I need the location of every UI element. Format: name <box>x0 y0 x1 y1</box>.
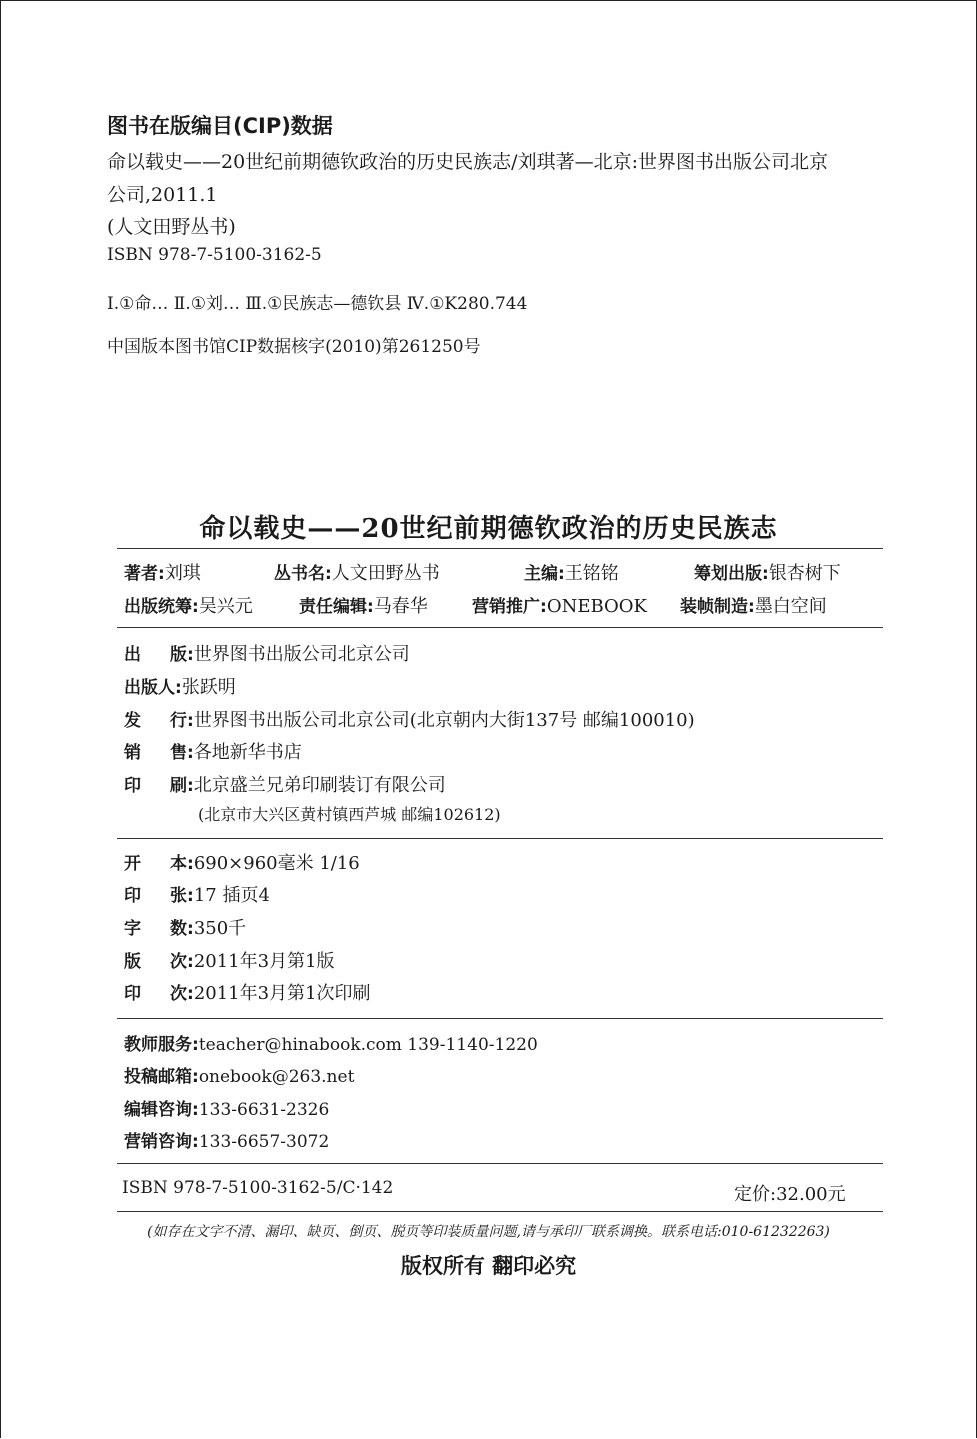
planning-label: 筹划出版: <box>694 564 769 584</box>
submission-email-value: onebook@263.net <box>198 1067 355 1087</box>
sales-value: 各地新华书店 <box>193 742 302 763</box>
cip-series-line: (人文田野丛书) <box>107 216 236 238</box>
edition-value: 2011年3月第1版 <box>193 951 335 972</box>
impression-value: 2011年3月第1次印刷 <box>193 983 371 1004</box>
distribution-line: 发 行:世界图书出版公司北京公司(北京朝内大街137号 邮编100010) <box>124 710 695 731</box>
marketing-consult: 营销咨询:133-6657-3072 <box>124 1132 330 1152</box>
author-value: 刘琪 <box>164 563 201 584</box>
publisher-value: 世界图书出版公司北京公司 <box>193 644 410 665</box>
price: 定价:32.00元 <box>734 1184 846 1205</box>
editorial-consult: 编辑咨询:133-6631-2326 <box>124 1100 330 1120</box>
isbn-full: ISBN 978-7-5100-3162-5/C·142 <box>122 1178 394 1198</box>
planning-value: 银杏树下 <box>768 563 841 584</box>
sheets-line: 印 张:17 插页4 <box>124 885 270 906</box>
book-title: 命以载史——20世纪前期德钦政治的历史民族志 <box>199 514 778 544</box>
series-value: 人文田野丛书 <box>331 563 440 584</box>
marketing-label: 营销推广: <box>472 597 547 617</box>
editorial-consult-value: 133-6631-2326 <box>198 1100 330 1120</box>
publisher-person-value: 张跃明 <box>181 677 236 698</box>
teacher-service: 教师服务:teacher@hinabook.com 139-1140-1220 <box>124 1035 538 1055</box>
editor-in-chief-value: 王铭铭 <box>564 563 619 584</box>
edition-line: 版 次:2011年3月第1版 <box>124 951 335 972</box>
distribution-value: 世界图书出版公司北京公司(北京朝内大街137号 邮编100010) <box>193 710 695 731</box>
cip-title-line: 命以载史——20世纪前期德钦政治的历史民族志/刘琪著—北京:世界图书出版公司北京 <box>107 151 828 173</box>
impression-line: 印 次:2011年3月第1次印刷 <box>124 983 371 1004</box>
quality-notice: (如存在文字不清、漏印、缺页、倒页、脱页等印装质量问题,请与承印厂联系调换。联系电话:010-61232263) <box>147 1224 830 1240</box>
words-line: 字 数:350千 <box>124 918 247 939</box>
cip-heading: 图书在版编目(CIP)数据 <box>107 114 333 138</box>
printing-value: 北京盛兰兄弟印刷装订有限公司 <box>193 775 446 796</box>
teacher-service-value: teacher@hinabook.com 139-1140-1220 <box>198 1035 538 1055</box>
cip-isbn: ISBN 978-7-5100-3162-5 <box>107 245 322 265</box>
printing-address: (北京市大兴区黄村镇西芦城 邮编102612) <box>198 805 501 824</box>
divider <box>117 1018 883 1019</box>
marketing-value: ONEBOOK <box>546 596 647 617</box>
printing-line: 印 刷:北京盛兰兄弟印刷装订有限公司 <box>124 775 446 796</box>
author-label: 著者: <box>124 564 165 584</box>
cip-number: 中国版本图书馆CIP数据核字(2010)第261250号 <box>107 337 481 357</box>
series-label: 丛书名: <box>274 564 332 584</box>
sales-line: 销 售:各地新华书店 <box>124 742 302 763</box>
coordinator-label: 出版统筹: <box>124 597 199 617</box>
marketing-consult-value: 133-6657-3072 <box>198 1132 330 1152</box>
words-value: 350千 <box>193 918 247 939</box>
responsible-editor-value: 马春华 <box>373 596 428 617</box>
design-value: 墨白空间 <box>754 596 827 617</box>
editor-in-chief-label: 主编: <box>524 564 565 584</box>
cip-classification: Ⅰ.①命… Ⅱ.①刘… Ⅲ.①民族志—德钦县 Ⅳ.①K280.744 <box>107 294 528 314</box>
copyright-notice: 版权所有 翻印必究 <box>400 1254 577 1278</box>
format-value: 690×960毫米 1/16 <box>193 853 360 874</box>
coordinator-value: 吴兴元 <box>198 596 253 617</box>
divider <box>117 1163 883 1164</box>
divider <box>117 1211 883 1212</box>
design-label: 装帧制造: <box>680 597 755 617</box>
cip-publisher-line: 公司,2011.1 <box>107 184 218 206</box>
divider <box>117 838 883 839</box>
publisher-line: 出 版:世界图书出版公司北京公司 <box>124 644 410 665</box>
divider <box>117 627 883 628</box>
responsible-editor-label: 责任编辑: <box>299 597 374 617</box>
format-line: 开 本:690×960毫米 1/16 <box>124 853 360 874</box>
submission-email: 投稿邮箱:onebook@263.net <box>124 1067 355 1087</box>
sheets-value: 17 插页4 <box>193 885 270 906</box>
divider <box>117 548 883 549</box>
publisher-person-line: 出版人:张跃明 <box>124 677 236 698</box>
